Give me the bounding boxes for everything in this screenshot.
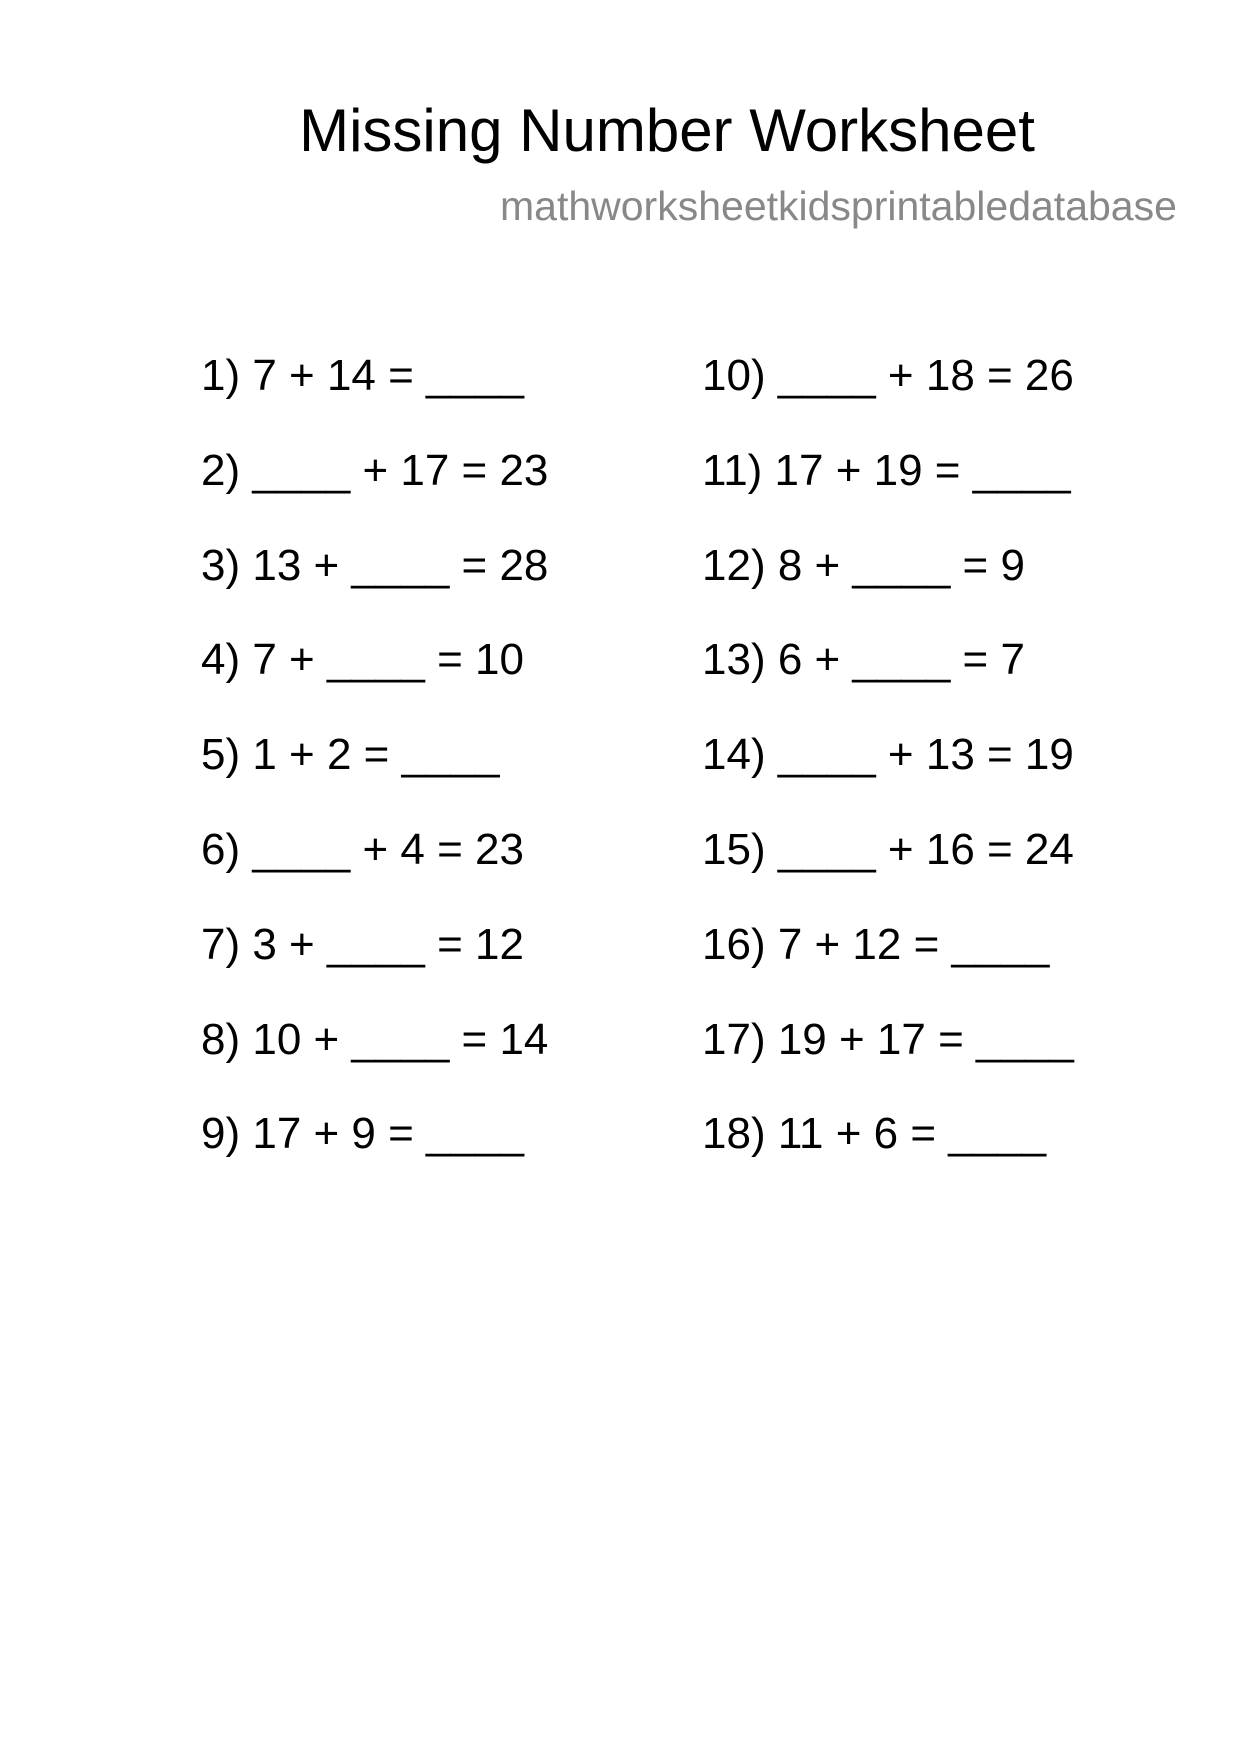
question-16: 16) 7 + 12 = ____ bbox=[702, 919, 1050, 969]
question-4: 4) 7 + ____ = 10 bbox=[201, 635, 524, 685]
question-17: 17) 19 + 17 = ____ bbox=[702, 1014, 1074, 1064]
question-5: 5) 1 + 2 = ____ bbox=[201, 730, 500, 780]
question-8: 8) 10 + ____ = 14 bbox=[201, 1014, 549, 1064]
question-1: 1) 7 + 14 = ____ bbox=[201, 351, 524, 400]
question-10: 10) ____ + 18 = 26 bbox=[702, 351, 1074, 400]
worksheet-title: Missing Number Worksheet bbox=[299, 97, 1035, 164]
question-3: 3) 13 + ____ = 28 bbox=[201, 540, 549, 590]
question-15: 15) ____ + 16 = 24 bbox=[702, 824, 1074, 874]
question-18: 18) 11 + 6 = ____ bbox=[702, 1109, 1047, 1159]
watermark-text: mathworksheetkidsprintabledatabase bbox=[500, 183, 1177, 229]
question-12: 12) 8 + ____ = 9 bbox=[702, 540, 1025, 590]
questions-left-column bbox=[201, 350, 548, 1203]
question-14: 14) ____ + 13 = 19 bbox=[702, 730, 1074, 780]
question-6: 6) ____ + 4 = 23 bbox=[201, 824, 524, 874]
question-11: 11) 17 + 19 = ____ bbox=[702, 445, 1071, 495]
question-9: 9) 17 + 9 = ____ bbox=[201, 1109, 524, 1159]
question-13: 13) 6 + ____ = 7 bbox=[702, 635, 1025, 685]
question-7: 7) 3 + ____ = 12 bbox=[201, 919, 524, 969]
questions-right-column bbox=[702, 350, 1074, 1203]
question-2: 2) ____ + 17 = 23 bbox=[201, 445, 549, 495]
